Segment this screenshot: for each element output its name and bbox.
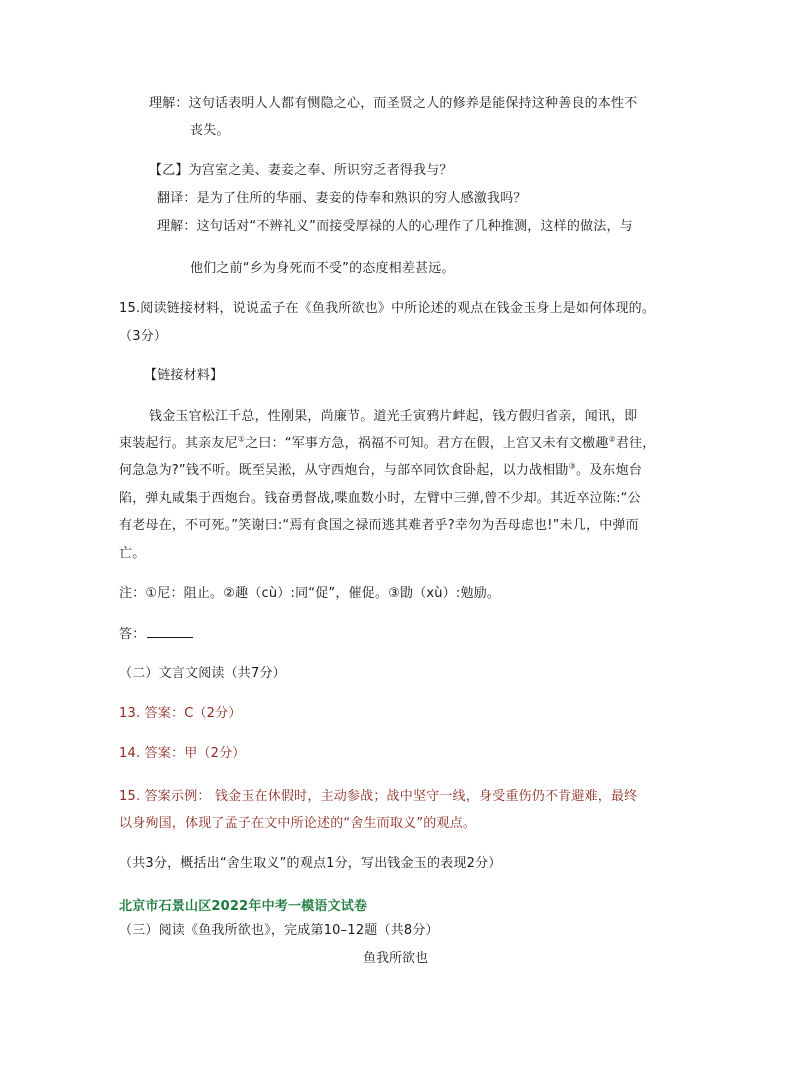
answer-15-line1: 15. 答案示例： 钱金玉在休假时，主动参战；战中坚守一线，身受重伤仍不肯避难，最终 [119,789,638,804]
exam-title: 北京市石景山区2022年中考一模语文试卷 [119,899,368,914]
material-line: 有老母在，不可死。”笑谢曰:“焉有食国之禄而逃其难者乎?幸勿为吾母虑也!”未几，中弹而 [119,518,639,533]
material-line: 陷，弹丸咸集于西炮台。钱奋勇督战,喋血数小时，左臂中三弹,曾不少却。其近卒泣陈:“公 [119,491,641,506]
yi-understanding-line2: 他们之前“乡为身死而不受”的态度相差甚远。 [190,261,455,276]
section-header: （二）文言文阅读（共7分） [119,666,286,681]
passage-title: 鱼我所欲也 [362,951,428,966]
yi-heading: 【乙】为宫室之美、妻妾之奉、所识穷乏者得我与？ [149,163,453,178]
answer-13: 13. 答案：C（2分） [119,706,242,721]
material-line: 亡。 [119,546,146,561]
answer-blank[interactable] [147,625,193,638]
footnote: 注：①尼：阻止。②趣（cù）:同“促”，催促。③勖（xù）:勉励。 [119,586,501,601]
answer-14: 14. 答案：甲（2分） [119,746,246,761]
question-15-line2: （3分） [119,329,168,344]
material-line: 钱金玉官松江千总，性刚果，尚廉节。道光壬寅鸦片衅起，钱方假归省亲，闻讯，即 [149,409,638,424]
material-line: 束装起行。其亲友尼①之曰：“军事方急，祸福不可知。君方在假，上宫又未有文檄趣②君往， [119,434,656,451]
question-15-line1: 15.阅读链接材料，说说孟子在《鱼我所欲也》中所论述的观点在钱金玉身上是如何体现的。 [119,301,656,316]
material-line: 何急急为?”钱不听。既至吴淞，从守西炮台，与部卒同饮食卧起，以力战相勖③。及东炮台 [119,461,643,478]
footnote-marker: ① [237,434,246,444]
yi-translation: 翻译：是为了住所的华丽、妻妾的侍奉和熟识的穷人感激我吗？ [157,191,527,206]
answer-line: 答： [119,625,193,644]
jia-understanding-line2: 丧失。 [190,123,230,138]
scoring-note: （共3分，概括出“舍生取义”的观点1分，写出钱金玉的表现2分） [119,856,502,871]
footnote-marker: ② [608,434,616,444]
footnote-marker: ③ [568,461,577,471]
material-heading: 【链接材料】 [144,368,224,383]
section-intro: （三）阅读《鱼我所欲也》，完成第10–12题（共8分） [119,923,439,938]
jia-understanding-line1: 理解：这句话表明人人都有恻隐之心，而圣贤之人的修养是能保持这种善良的本性不 [149,96,638,111]
yi-understanding-line1: 理解：这句话对“不辨礼义”而接受厚禄的人的心理作了几种推测，这样的做法，与 [157,219,633,234]
answer-15-line2: 以身殉国，体现了孟子在文中所论述的“舍生而取义”的观点。 [119,816,477,831]
